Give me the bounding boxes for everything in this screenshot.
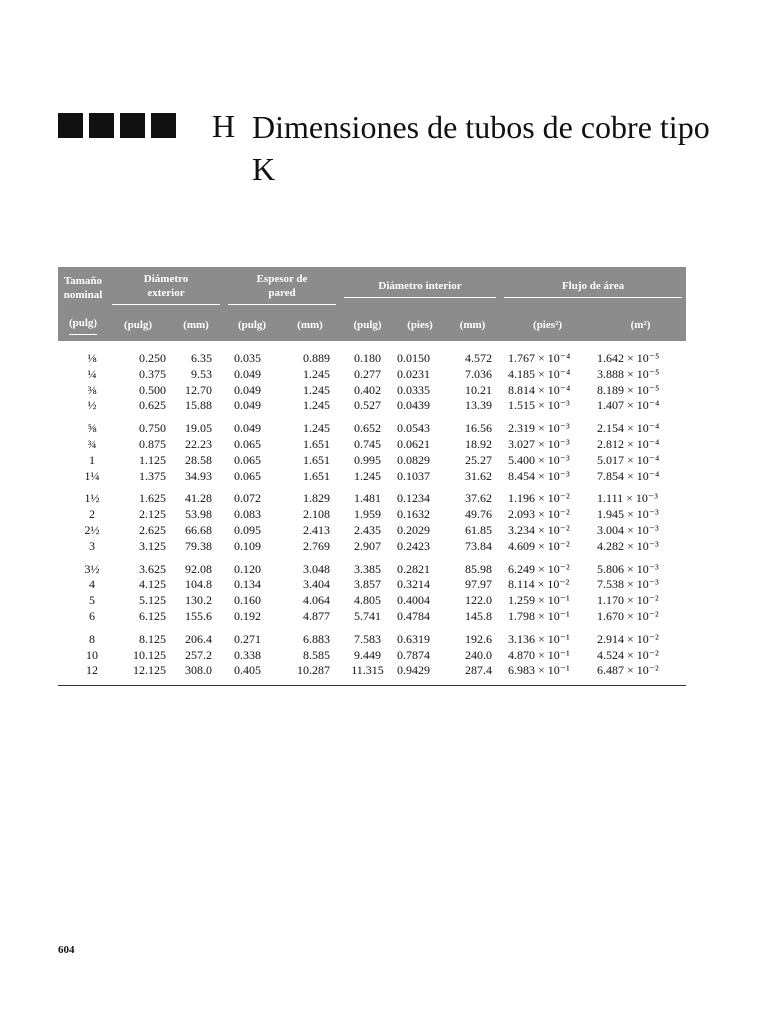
cell-tamano: 4 xyxy=(89,577,95,592)
page-title: Dimensiones de tubos de cobre tipo K xyxy=(252,109,710,187)
cell-fa-m: 1.407 × 10⁻⁴ xyxy=(597,398,660,413)
cell-esp-pulg: 0.109 xyxy=(234,538,261,553)
cell-esp-pulg: 0.049 xyxy=(234,398,261,413)
cell-di-pies: 0.3214 xyxy=(397,577,430,592)
unit-tam: (pulg) xyxy=(58,309,108,341)
cell-esp-pulg: 0.120 xyxy=(234,561,261,576)
cell-fa-m: 8.189 × 10⁻⁵ xyxy=(597,382,660,397)
cell-di-mm: 97.97 xyxy=(465,577,493,592)
cell-fa-pies: 1.515 × 10⁻³ xyxy=(508,398,570,413)
cell-fa-m: 4.282 × 10⁻³ xyxy=(597,538,659,553)
cell-esp-pulg: 0.049 xyxy=(234,421,261,436)
cell-di-pulg: 3.857 xyxy=(354,577,381,592)
cell-de-mm: 53.98 xyxy=(185,507,212,522)
cell-di-pulg: 0.527 xyxy=(354,398,381,413)
cell-di-pulg: 0.652 xyxy=(354,421,381,436)
cell-de-pulg: 12.125 xyxy=(133,663,166,678)
cell-di-pulg: 4.805 xyxy=(354,593,381,608)
cell-fa-pies: 1.798 × 10⁻¹ xyxy=(508,608,570,623)
cell-fa-pies: 1.767 × 10⁻⁴ xyxy=(508,351,571,365)
cell-tamano: ¾ xyxy=(87,436,97,451)
cell-de-pulg: 0.625 xyxy=(139,398,166,413)
cell-de-pulg: 1.625 xyxy=(139,491,166,506)
cell-di-pies: 0.7874 xyxy=(397,647,430,662)
cell-fa-pies: 6.983 × 10⁻¹ xyxy=(508,663,570,678)
marker-square xyxy=(89,113,114,138)
cell-tamano: 2½ xyxy=(84,522,100,537)
cell-esp-mm: 6.883 xyxy=(303,631,330,646)
header-diametro-exterior: Diámetro exterior xyxy=(108,267,224,309)
cell-de-mm: 15.88 xyxy=(185,398,212,413)
cell-tamano: 1½ xyxy=(84,491,100,506)
unit-di-mm: (mm) xyxy=(445,309,500,341)
cell-fa-m: 1.945 × 10⁻³ xyxy=(597,507,659,522)
cell-fa-m: 2.914 × 10⁻² xyxy=(597,631,659,646)
cell-de-pulg: 2.125 xyxy=(139,507,166,522)
cell-di-pulg: 0.277 xyxy=(354,366,381,381)
table-row xyxy=(58,453,686,469)
cell-esp-pulg: 0.065 xyxy=(234,436,261,451)
cell-di-mm: 122.0 xyxy=(465,593,493,608)
cell-de-mm: 92.08 xyxy=(185,561,212,576)
cell-esp-pulg: 0.338 xyxy=(234,647,261,662)
cell-fa-pies: 5.400 × 10⁻³ xyxy=(508,452,570,467)
cell-esp-mm: 3.048 xyxy=(303,561,330,576)
cell-di-pulg: 0.995 xyxy=(354,452,381,467)
cell-di-pulg: 5.741 xyxy=(354,608,381,623)
cell-esp-mm: 1.829 xyxy=(303,491,330,506)
cell-di-mm: 192.6 xyxy=(465,631,493,646)
data-table xyxy=(58,267,686,685)
cell-tamano: ½ xyxy=(87,398,97,413)
cell-de-mm: 104.8 xyxy=(185,577,212,592)
table-row xyxy=(58,469,686,485)
marker-square xyxy=(120,113,145,138)
table-row xyxy=(58,593,686,609)
cell-tamano: 10 xyxy=(86,647,98,662)
cell-tamano: ¼ xyxy=(87,366,97,381)
cell-di-mm: 10.21 xyxy=(465,382,493,397)
cell-esp-pulg: 0.065 xyxy=(234,452,261,467)
cell-esp-mm: 10.287 xyxy=(297,663,330,678)
cell-fa-pies: 2.093 × 10⁻² xyxy=(508,507,570,522)
cell-de-pulg: 3.625 xyxy=(139,561,166,576)
cell-esp-pulg: 0.072 xyxy=(234,491,261,506)
cell-esp-pulg: 0.049 xyxy=(234,382,261,397)
cell-di-pies: 0.0621 xyxy=(397,436,430,451)
table-row xyxy=(58,577,686,593)
cell-de-pulg: 8.125 xyxy=(139,631,166,646)
unit-di-pies: (pies) xyxy=(395,309,445,341)
table-row xyxy=(58,367,686,383)
cell-di-pies: 0.6319 xyxy=(397,631,430,646)
cell-di-pies: 0.0150 xyxy=(397,351,430,365)
cell-fa-pies: 3.027 × 10⁻³ xyxy=(508,436,570,451)
cell-di-pulg: 0.745 xyxy=(354,436,381,451)
cell-di-pulg: 9.449 xyxy=(354,647,381,662)
cell-esp-mm: 2.413 xyxy=(303,522,330,537)
table-body xyxy=(58,341,686,685)
cell-esp-pulg: 0.049 xyxy=(234,366,261,381)
table-row xyxy=(58,437,686,453)
cell-di-pulg: 2.435 xyxy=(354,522,381,537)
cell-di-pulg: 0.180 xyxy=(354,351,381,365)
cell-fa-pies: 8.454 × 10⁻³ xyxy=(508,468,570,483)
cell-de-pulg: 0.875 xyxy=(139,436,166,451)
cell-di-pies: 0.1234 xyxy=(397,491,430,506)
unit-de-mm: (mm) xyxy=(168,309,224,341)
cell-di-mm: 85.98 xyxy=(465,561,493,576)
cell-tamano: 6 xyxy=(89,608,95,623)
cell-di-pies: 0.4004 xyxy=(397,593,430,608)
cell-esp-pulg: 0.083 xyxy=(234,507,261,522)
cell-fa-pies: 3.234 × 10⁻² xyxy=(508,522,570,537)
cell-fa-m: 2.812 × 10⁻⁴ xyxy=(597,436,660,451)
cell-de-pulg: 0.375 xyxy=(139,366,166,381)
cell-de-mm: 6.35 xyxy=(191,351,212,365)
cell-di-mm: 16.56 xyxy=(465,421,493,436)
cell-di-pulg: 1.481 xyxy=(354,491,381,506)
cell-fa-pies: 6.249 × 10⁻² xyxy=(508,561,570,576)
cell-fa-m: 7.854 × 10⁻⁴ xyxy=(597,468,660,483)
table-row xyxy=(58,648,686,664)
cell-tamano: 1 xyxy=(89,452,95,467)
cell-di-pulg: 0.402 xyxy=(354,382,381,397)
cell-fa-m: 7.538 × 10⁻³ xyxy=(597,577,659,592)
cell-di-mm: 73.84 xyxy=(465,538,493,553)
cell-de-pulg: 1.375 xyxy=(139,468,166,483)
cell-de-pulg: 0.750 xyxy=(139,421,166,436)
header-espesor: Espesor de pared xyxy=(224,267,340,309)
cell-fa-pies: 8.814 × 10⁻⁴ xyxy=(508,382,571,397)
cell-di-pies: 0.2029 xyxy=(397,522,430,537)
cell-di-mm: 240.0 xyxy=(465,647,493,662)
cell-di-pies: 0.1632 xyxy=(397,507,430,522)
cell-de-mm: 12.70 xyxy=(185,382,212,397)
cell-esp-pulg: 0.405 xyxy=(234,663,261,678)
cell-de-pulg: 0.250 xyxy=(139,351,166,365)
cell-fa-pies: 1.196 × 10⁻² xyxy=(508,491,570,506)
cell-esp-pulg: 0.095 xyxy=(234,522,261,537)
cell-esp-mm: 2.769 xyxy=(303,538,330,553)
cell-di-pies: 0.0439 xyxy=(397,398,430,413)
page-number: 604 xyxy=(58,944,75,956)
cell-di-mm: 61.85 xyxy=(465,522,493,537)
unit-fa-m: (m²) xyxy=(595,309,686,341)
cell-fa-m: 4.524 × 10⁻² xyxy=(597,647,659,662)
cell-tamano: ⅜ xyxy=(87,382,97,397)
cell-di-mm: 25.27 xyxy=(465,452,493,467)
cell-fa-m: 1.642 × 10⁻⁵ xyxy=(597,351,660,365)
cell-di-pies: 0.2423 xyxy=(397,538,430,553)
cell-di-pulg: 3.385 xyxy=(354,561,381,576)
cell-fa-m: 3.888 × 10⁻⁵ xyxy=(597,366,660,381)
table-row xyxy=(58,383,686,399)
cell-fa-m: 1.670 × 10⁻² xyxy=(597,608,659,623)
cell-esp-mm: 1.245 xyxy=(303,366,330,381)
table-row xyxy=(58,663,686,685)
cell-fa-m: 3.004 × 10⁻³ xyxy=(597,522,659,537)
cell-de-mm: 155.6 xyxy=(185,608,212,623)
cell-di-mm: 7.036 xyxy=(465,366,493,381)
cell-di-pies: 0.0543 xyxy=(397,421,430,436)
cell-di-mm: 13.39 xyxy=(465,398,493,413)
unit-di-pulg: (pulg) xyxy=(340,309,395,341)
cell-di-mm: 4.572 xyxy=(465,351,493,365)
cell-di-pies: 0.1037 xyxy=(397,468,430,483)
cell-di-pies: 0.9429 xyxy=(397,663,430,678)
table-row xyxy=(58,539,686,555)
cell-de-pulg: 4.125 xyxy=(139,577,166,592)
cell-di-pies: 0.0335 xyxy=(397,382,430,397)
cell-di-pulg: 1.959 xyxy=(354,507,381,522)
unit-esp-pulg: (pulg) xyxy=(224,309,280,341)
cell-esp-mm: 4.877 xyxy=(303,608,330,623)
cell-di-pulg: 7.583 xyxy=(354,631,381,646)
table-row xyxy=(58,398,686,414)
cell-di-pies: 0.0829 xyxy=(397,452,430,467)
cell-esp-mm: 0.889 xyxy=(303,351,330,365)
table-bottom-rule xyxy=(58,685,686,686)
cell-esp-mm: 4.064 xyxy=(303,593,330,608)
appendix-letter: H xyxy=(212,108,236,144)
cell-de-pulg: 6.125 xyxy=(139,608,166,623)
cell-de-pulg: 10.125 xyxy=(133,647,166,662)
cell-di-mm: 49.76 xyxy=(465,507,493,522)
cell-esp-mm: 1.651 xyxy=(303,452,330,467)
cell-fa-m: 2.154 × 10⁻⁴ xyxy=(597,421,660,436)
cell-de-mm: 79.38 xyxy=(185,538,212,553)
cell-di-pulg: 2.907 xyxy=(354,538,381,553)
cell-de-mm: 19.05 xyxy=(185,421,212,436)
cell-fa-pies: 4.870 × 10⁻¹ xyxy=(508,647,570,662)
table-row xyxy=(58,555,686,578)
cell-fa-m: 5.806 × 10⁻³ xyxy=(597,561,659,576)
cell-esp-mm: 1.245 xyxy=(303,421,330,436)
header-flujo: Flujo de área xyxy=(500,267,686,309)
cell-de-pulg: 2.625 xyxy=(139,522,166,537)
cell-de-mm: 28.58 xyxy=(185,452,212,467)
cell-esp-pulg: 0.134 xyxy=(234,577,261,592)
unit-fa-pies: (pies²) xyxy=(500,309,595,341)
cell-esp-mm: 1.651 xyxy=(303,436,330,451)
cell-fa-m: 1.170 × 10⁻² xyxy=(597,593,659,608)
cell-tamano: ⅝ xyxy=(87,421,97,436)
cell-esp-mm: 1.245 xyxy=(303,382,330,397)
cell-fa-pies: 3.136 × 10⁻¹ xyxy=(508,631,570,646)
cell-tamano: 3 xyxy=(89,538,95,553)
cell-fa-m: 5.017 × 10⁻⁴ xyxy=(597,452,660,467)
table-row xyxy=(58,609,686,625)
table-row xyxy=(58,484,686,507)
cell-de-mm: 206.4 xyxy=(185,631,212,646)
cell-esp-pulg: 0.192 xyxy=(234,608,261,623)
cell-di-pulg: 11.315 xyxy=(351,663,384,678)
cell-fa-pies: 1.259 × 10⁻¹ xyxy=(508,593,570,608)
cell-de-mm: 66.68 xyxy=(185,522,212,537)
cell-di-mm: 18.92 xyxy=(465,436,493,451)
cell-fa-pies: 8.114 × 10⁻² xyxy=(508,577,570,592)
cell-di-mm: 31.62 xyxy=(465,468,493,483)
cell-de-mm: 41.28 xyxy=(185,491,212,506)
cell-esp-pulg: 0.160 xyxy=(234,593,261,608)
cell-esp-pulg: 0.035 xyxy=(234,351,261,365)
cell-de-mm: 9.53 xyxy=(191,366,212,381)
unit-de-pulg: (pulg) xyxy=(108,309,168,341)
cell-fa-m: 6.487 × 10⁻² xyxy=(597,663,659,678)
cell-esp-mm: 1.651 xyxy=(303,468,330,483)
header-tamano: Tamaño nominal xyxy=(58,267,108,309)
cell-esp-mm: 3.404 xyxy=(303,577,330,592)
cell-fa-m: 1.111 × 10⁻³ xyxy=(597,491,658,506)
cell-tamano: 1¼ xyxy=(84,468,100,483)
cell-de-pulg: 0.500 xyxy=(139,382,166,397)
cell-tamano: 12 xyxy=(86,663,98,678)
cell-de-mm: 34.93 xyxy=(185,468,212,483)
cell-esp-pulg: 0.271 xyxy=(234,631,261,646)
cell-di-mm: 37.62 xyxy=(465,491,493,506)
cell-esp-mm: 1.245 xyxy=(303,398,330,413)
cell-tamano: ⅛ xyxy=(87,351,97,365)
table-row xyxy=(58,341,686,367)
cell-di-mm: 145.8 xyxy=(465,608,493,623)
header-diametro-interior: Diámetro interior xyxy=(340,267,500,309)
cell-di-pies: 0.4784 xyxy=(397,608,430,623)
marker-square xyxy=(151,113,176,138)
cell-de-mm: 308.0 xyxy=(185,663,212,678)
cell-fa-pies: 4.185 × 10⁻⁴ xyxy=(508,366,571,381)
cell-di-pies: 0.0231 xyxy=(397,366,430,381)
marker-square xyxy=(58,113,83,138)
cell-de-mm: 22.23 xyxy=(185,436,212,451)
cell-de-mm: 257.2 xyxy=(185,647,212,662)
cell-di-pulg: 1.245 xyxy=(354,468,381,483)
section-marker xyxy=(58,113,176,138)
cell-tamano: 2 xyxy=(89,507,95,522)
cell-de-mm: 130.2 xyxy=(185,593,212,608)
table-row xyxy=(58,523,686,539)
cell-fa-pies: 4.609 × 10⁻² xyxy=(508,538,570,553)
cell-de-pulg: 3.125 xyxy=(139,538,166,553)
cell-fa-pies: 2.319 × 10⁻³ xyxy=(508,421,570,436)
cell-tamano: 8 xyxy=(89,631,95,646)
table-row xyxy=(58,625,686,648)
table-row xyxy=(58,507,686,523)
cell-tamano: 3½ xyxy=(84,561,100,576)
unit-esp-mm: (mm) xyxy=(280,309,340,341)
cell-de-pulg: 1.125 xyxy=(139,452,166,467)
cell-esp-mm: 8.585 xyxy=(303,647,330,662)
cell-esp-pulg: 0.065 xyxy=(234,468,261,483)
cell-esp-mm: 2.108 xyxy=(303,507,330,522)
cell-tamano: 5 xyxy=(89,593,95,608)
cell-di-mm: 287.4 xyxy=(465,663,493,678)
table-row xyxy=(58,414,686,437)
cell-de-pulg: 5.125 xyxy=(139,593,166,608)
copper-tube-table xyxy=(58,267,686,686)
cell-di-pies: 0.2821 xyxy=(397,561,430,576)
